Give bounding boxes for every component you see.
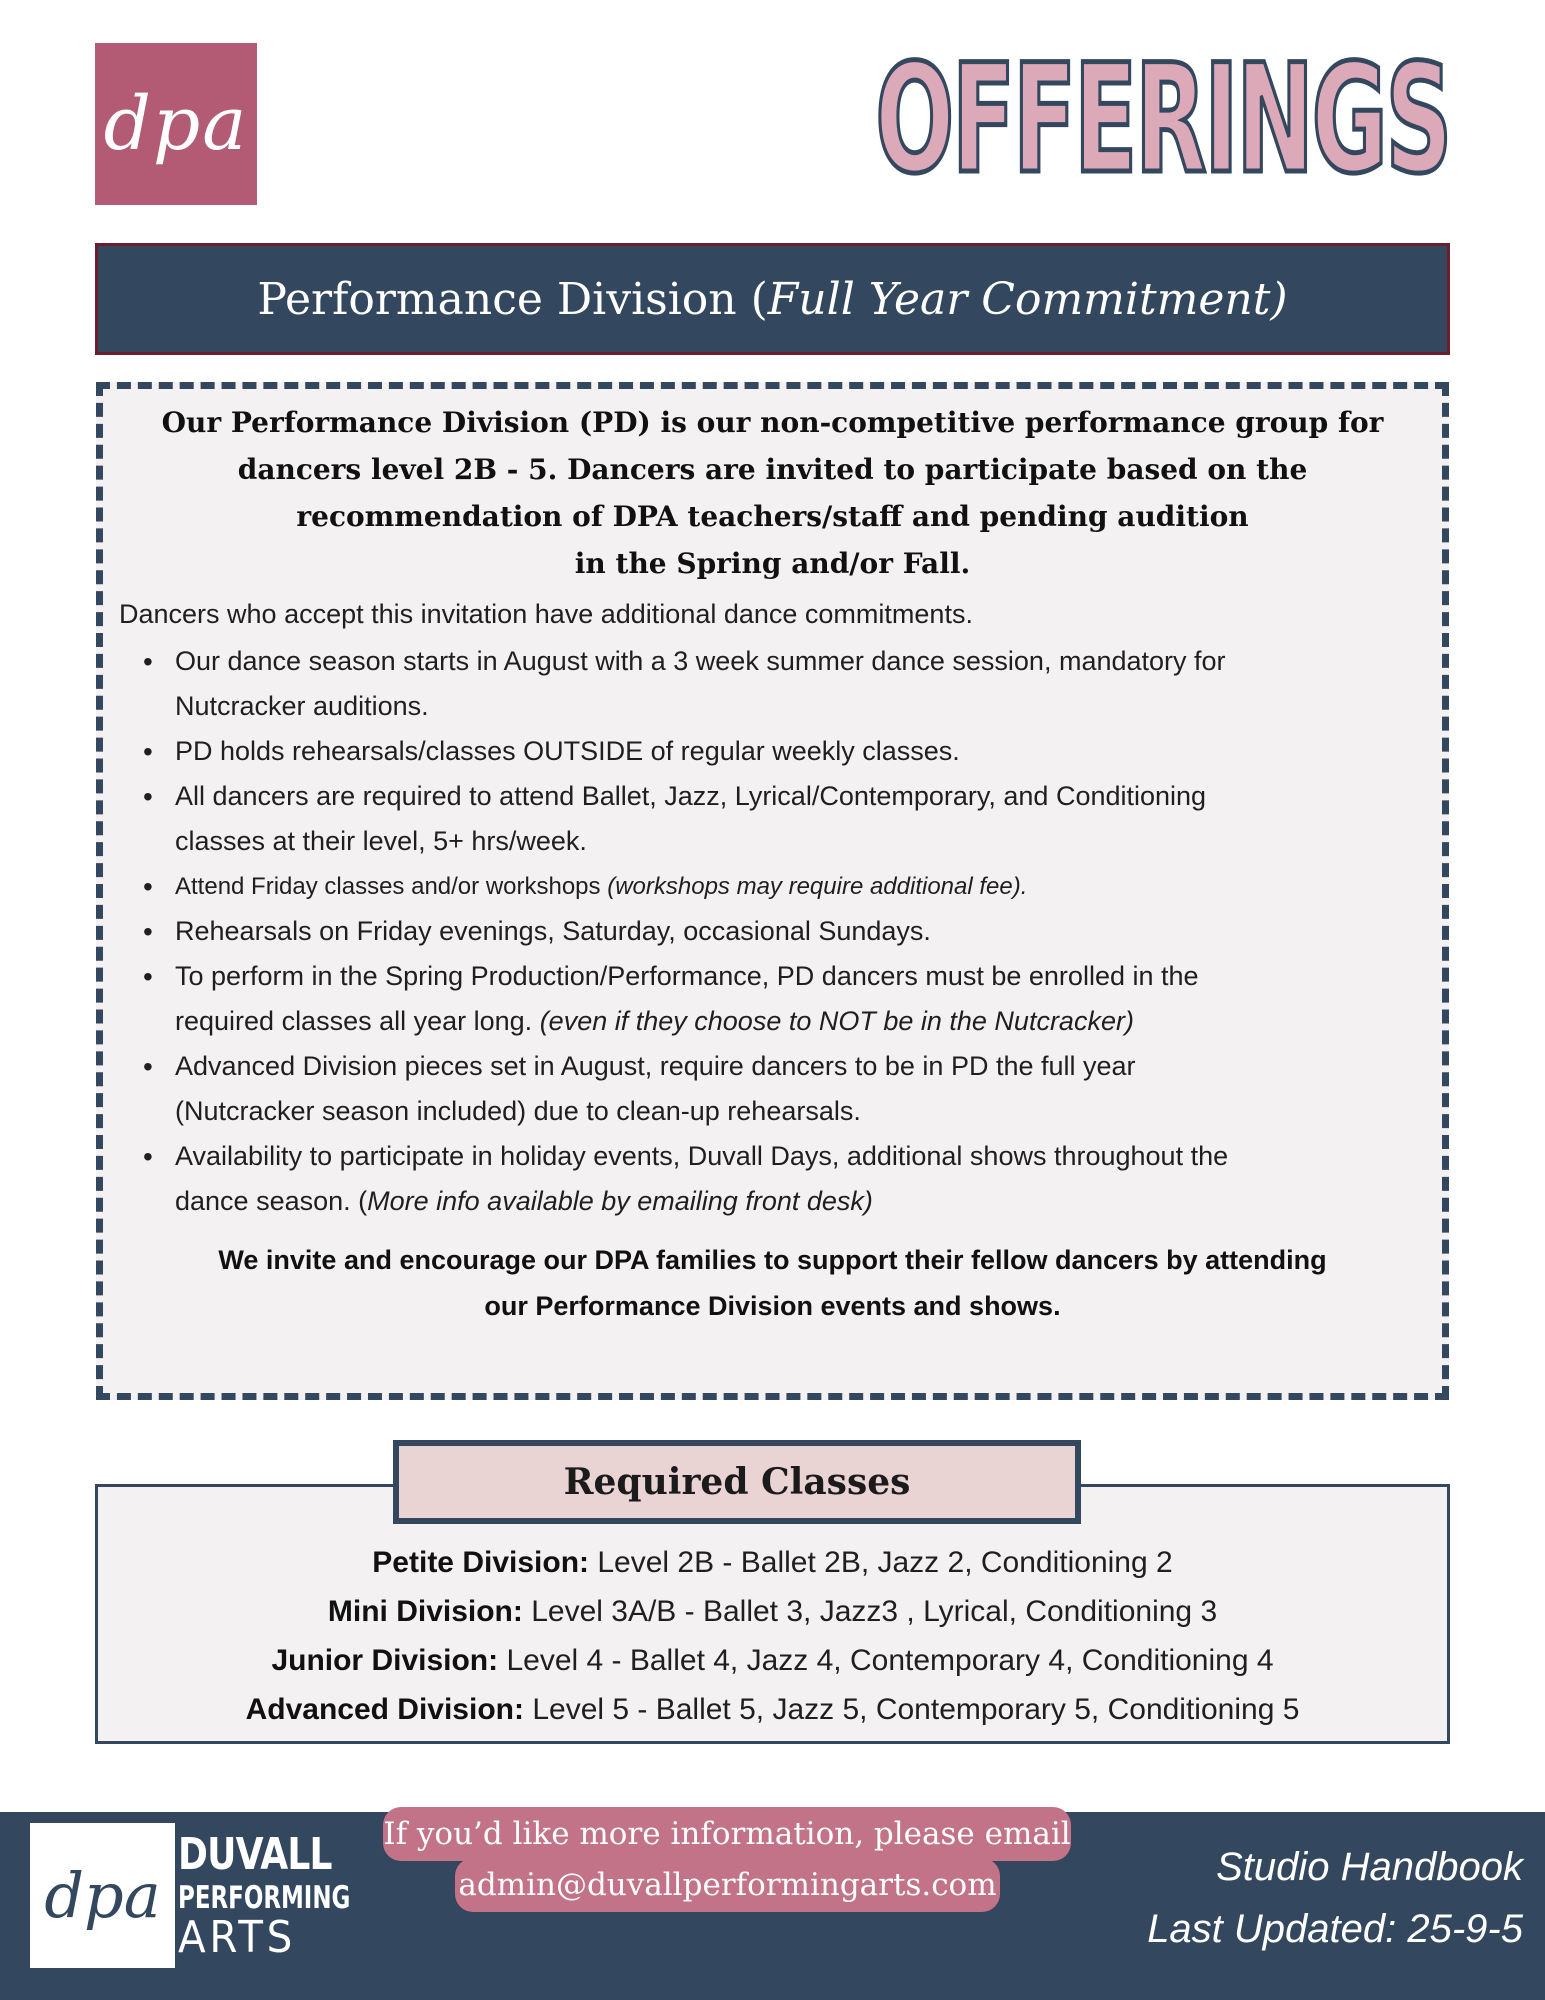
list-item: • Availability to participate in holiday events, Duvall Days, additional shows throughout the dance season. (More info available by emailing front desk) [143, 1134, 1433, 1224]
handbook-info [1147, 1836, 1523, 1960]
intro-line: recommendation of DPA teachers/staff and pending audition [296, 500, 1249, 533]
contact-text: If you’d like more information, please email [383, 1807, 1071, 1861]
required-classes-header [393, 1440, 1081, 1524]
intro-paragraph [103, 399, 1442, 587]
list-item: • To perform in the Spring Production/Performance, PD dancers must be enrolled in the required classes all year long. (even if they choose to NOT be in the Nutcracker) [143, 954, 1433, 1044]
contact-email-link[interactable]: admin@duvallperformingarts.com [455, 1858, 1000, 1912]
banner-title-italic: Full Year Commitment) [767, 273, 1288, 325]
banner-title [257, 274, 1287, 325]
logo-text: dpa [103, 81, 249, 167]
encourage-line: We invite and encourage our DPA families to support their fellow dancers by attending [218, 1245, 1327, 1275]
intro-line: dancers level 2B - 5. Dancers are invited to participate based on the [237, 453, 1308, 486]
performance-info-box [96, 382, 1449, 1400]
encouragement-text [103, 1237, 1442, 1329]
handbook-title: Studio Handbook [1216, 1845, 1523, 1889]
last-updated: Last Updated: 25-9-5 [1147, 1907, 1523, 1951]
page-title: OFFERINGS [875, 33, 1450, 207]
commitment-list [143, 639, 1433, 1224]
intro-line: in the Spring and/or Fall. [574, 547, 971, 580]
brand-line: ARTS [178, 1912, 297, 1963]
footer-logo-text: dpa [44, 1859, 161, 1932]
list-item: Advanced Division: Level 5 - Ballet 5, Jazz 5, Contemporary 5, Conditioning 5 [245, 1693, 1300, 1726]
brand-line: PERFORMING [178, 1880, 351, 1916]
list-item: • Advanced Division pieces set in August, require dancers to be in PD the full year (Nutcracker season included) due to clean-up rehearsals. [143, 1044, 1433, 1134]
required-classes-title: Required Classes [563, 1461, 911, 1503]
dpa-logo [95, 43, 257, 205]
section-banner [95, 243, 1450, 355]
list-item: • PD holds rehearsals/classes OUTSIDE of regular weekly classes. [143, 729, 1433, 774]
banner-title-regular: Performance Division ( [257, 273, 768, 325]
list-item: • Our dance season starts in August with a 3 week summer dance session, mandatory for Nutcracker auditions. [143, 639, 1433, 729]
list-item: Petite Division: Level 2B - Ballet 2B, Jazz 2, Conditioning 2 [372, 1546, 1173, 1579]
required-classes-list [95, 1538, 1450, 1734]
list-item: • Rehearsals on Friday evenings, Saturday, occasional Sundays. [143, 909, 1433, 954]
list-item: • All dancers are required to attend Ballet, Jazz, Lyrical/Contemporary, and Conditioning classes at their level, 5+ hrs/week. [143, 774, 1433, 864]
list-item: • Attend Friday classes and/or workshops (workshops may require additional fee). [143, 864, 1433, 909]
footer-logo [30, 1823, 175, 1968]
list-item: Mini Division: Level 3A/B - Ballet 3, Jazz3 , Lyrical, Conditioning 3 [327, 1595, 1218, 1628]
encourage-line: our Performance Division events and shows. [484, 1291, 1061, 1321]
brand-line: DUVALL [178, 1829, 332, 1880]
intro-line: Our Performance Division (PD) is our non-competitive performance group for [161, 406, 1384, 439]
lead-text: Dancers who accept this invitation have additional dance commitments. [119, 599, 973, 629]
list-item: Junior Division: Level 4 - Ballet 4, Jazz 4, Contemporary 4, Conditioning 4 [271, 1644, 1274, 1677]
brand-wordmark [178, 1829, 411, 1963]
